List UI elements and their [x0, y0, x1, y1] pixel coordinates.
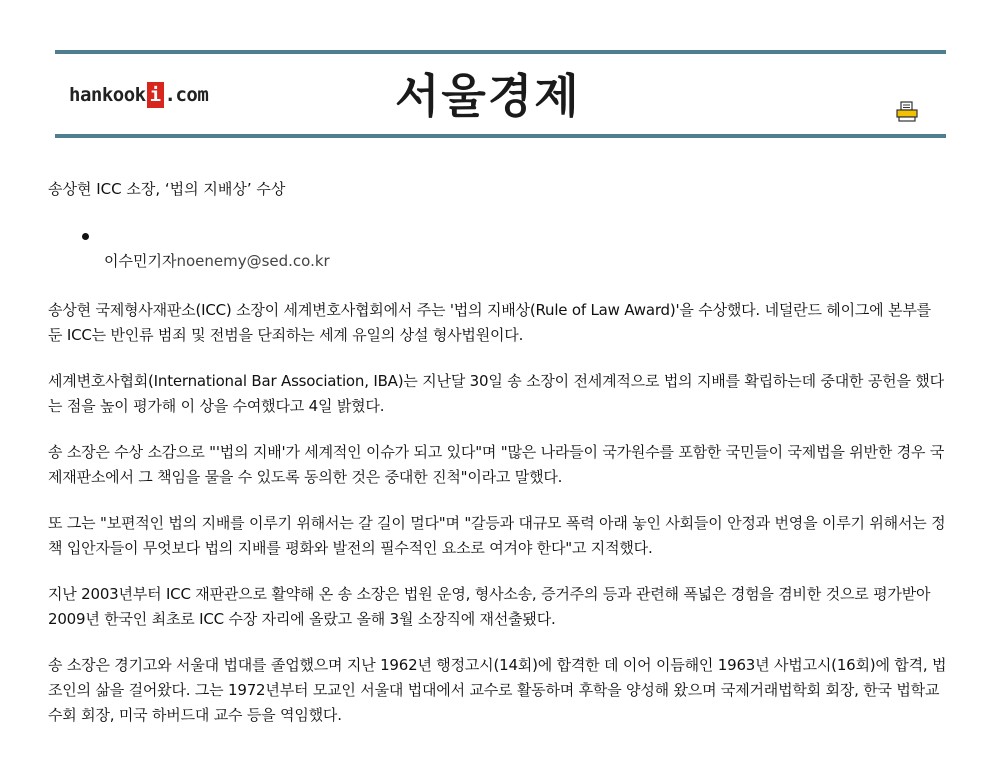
logo-suffix: .com [164, 84, 209, 106]
byline [104, 250, 330, 271]
article-title: 송상현 ICC 소장, ‘법의 지배상’ 수상 [48, 180, 286, 198]
article-paragraph: 송 소장은 경기고와 서울대 법대를 졸업했으며 지난 1962년 행정고시(14회)에 합격한 데 이어 이듬해인 1963년 사법고시(16회)에 합격, 법조인의 삶을 걸어왔다. 그는 1972년부터 모교인 서울대 법대에서 교수로 활동하며 후학을 양성해 왔으며 국제거래법학회 회장, 한국 법학교수회 회장, 미국 하버드대 교수 등을 역임했다. [48, 656, 947, 724]
header-bottom-rule [55, 134, 946, 138]
page-header [55, 50, 946, 140]
article-paragraph: 송상현 국제형사재판소(ICC) 소장이 세계변호사협회에서 주는 '법의 지배상(Rule of Law Award)'을 수상했다. 네덜란드 헤이그에 본부를 둔 ICC는 반인류 범죄 및 전범을 단죄하는 세계 유일의 상설 형사법원이다. [48, 301, 931, 344]
logo-prefix: hankook [69, 84, 146, 106]
article-paragraph: 송 소장은 수상 소감으로 "'법의 지배'가 세계적인 이슈가 되고 있다"며 "많은 나라들이 국가원수를 포함한 국민들이 국제법을 위반한 경우 국제재판소에서 그 책임을 물을 수 있도록 동의한 것은 중대한 진척"이라고 말했다. [48, 443, 945, 486]
reporter-name: 이수민기자 [104, 252, 177, 270]
printer-icon[interactable] [895, 101, 919, 123]
hankooki-logo[interactable] [69, 82, 208, 108]
header-top-rule [55, 50, 946, 54]
article-body [48, 298, 948, 749]
logo-accent: i [147, 82, 164, 108]
bullet-icon [82, 233, 89, 240]
article-paragraph: 또 그는 "보편적인 법의 지배를 이루기 위해서는 갈 길이 멀다"며 "갈등과 대규모 폭력 아래 놓인 사회들이 안정과 번영을 이루기 위해서는 정책 입안자들이 무엇보다 법의 지배를 평화와 발전의 필수적인 요소로 여겨야 한다"고 지적했다. [48, 514, 946, 557]
masthead-title: 서울경제 [395, 69, 581, 123]
reporter-email[interactable]: noenemy@sed.co.kr [176, 252, 330, 270]
article-paragraph: 지난 2003년부터 ICC 재판관으로 활약해 온 송 소장은 법원 운영, 형사소송, 증거주의 등과 관련해 폭넓은 경험을 겸비한 것으로 평가받아 2009년 한국인 최초로 ICC 수장 자리에 올랐고 올해 3월 소장직에 재선출됐다. [48, 585, 931, 628]
article-paragraph: 세계변호사협회(International Bar Association, IBA)는 지난달 30일 송 소장이 전세계적으로 법의 지배를 확립하는데 중대한 공헌을 했다는 점을 높이 평가해 이 상을 수여했다고 4일 밝혔다. [48, 372, 944, 415]
